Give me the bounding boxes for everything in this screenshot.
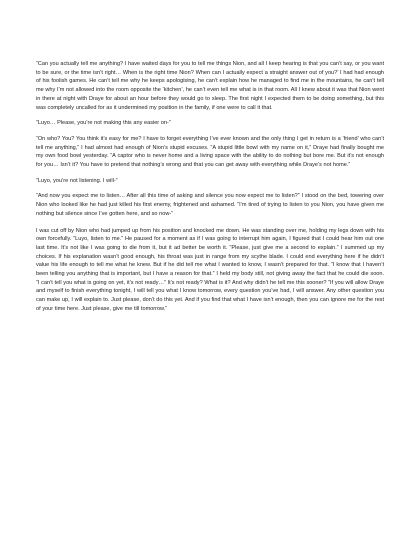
- paragraph-2: “Luyo… Please, you’re not making this any easier on-”: [36, 120, 171, 127]
- paragraph-6: I was cut off by Nion who had jumped up from his position and knocked me down. He was standing over me, holding my legs down with his own forcefully. “Luyo, listen to me.” He paused for a moment as if I was going to interrupt him again, I figured that I could hear him out one last time. It’s not like I was going to die from it, but it ad better be worth it. “Please, just give me a second to explain.” I summed up my choices. If his explanation wasn’t good enough, his throat was just in range from my scythe blade. I could end everything here if he didn’t value his life enough to tell me what he knew. But if he did tell me what I wanted to know, I wasn’t prepared for that. “I know that I haven’t been telling you anything that is important, but I have a reason for that.” I held my body still, not giving away the fact that he could die soon. “I can’t tell you what is going on yet, it’s not ready…” It’s not ready? What is it? And why didn’t he tell me this sooner? “If you will allow Draye and myself to finish everything tonight, I will tell you what I know tomorrow, every question you’ve had, I will answer. Any other question you can make up, I will explain to. Just please, don’t do this yet. And if you find that what I have isn’t enough, then you can ignore me for the rest of your time here. Just please, give me till tomorrow.”: [36, 227, 384, 312]
- paragraph-1: “Can you actually tell me anything? I have waited days for you to tell me things Nion, and all I keep hearing is that you can’t say, or you want to be sure, or the time isn’t right… When is the right time Nion? When can I actually expect a straight answer out of you?’ I had had enough of his foolish games. He can’t tell me why he keeps apologising, he can’t explain how he managed to find me in the mountains, he can’t tell me why I’m not allowed into the room opposite the ‘kitchen’, he can’t even tell me what is in that room. All I knew about it was that Nion went in there at night with Draye for about an hour before they would go to sleep. The first night I expected them to be doing something, but this was completely uncalled for as it undermined my position in the family, if one were to call it that.: [36, 61, 384, 111]
- paragraph-3: “On who? You? You think it’s easy for me? I have to forget everything I’ve ever known and the only thing I get in return is a ‘friend’ who can’t tell me anything,” I had almost had enough of Nion’s stupid excuses. “A stupid little bowl with my name on it,” Draye had finally bought me my own food bowl yesterday. “A captor who is never home and a living space with the ability to do nothing but bore me. But it’s not enough for you… Isn’t it? You have to pretend that nothing’s wrong and that you can get away with everything while Draye’s not home.”: [36, 135, 384, 169]
- paragraph-5: “And now you expect me to listen… After all this time of asking and silence you now expect me to listen?” I stood on the bed, towering over Nion who looked like he had just killed his first enemy, frightened and ashamed. “I’m tired of trying to listen to you Nion, you have given me nothing but silence since I’ve gotten here, and so now-”: [36, 193, 384, 217]
- paragraph-4: “Luyo, you’re not listening. I will-”: [36, 177, 118, 184]
